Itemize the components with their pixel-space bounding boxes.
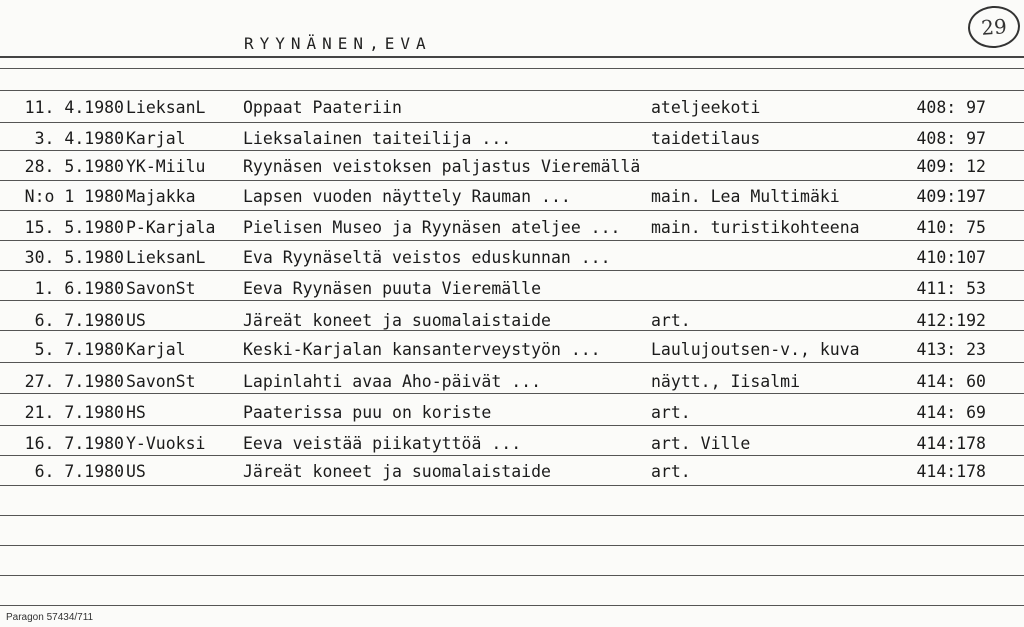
rule-line xyxy=(0,515,1024,516)
entry-source: US xyxy=(126,462,146,481)
entry-row xyxy=(0,187,1024,215)
entry-note: art. Ville xyxy=(651,434,751,453)
card-title: RYYNÄNEN,EVA xyxy=(244,34,432,53)
entry-date: 5. 7.1980 xyxy=(34,340,124,359)
entry-source: LieksanL xyxy=(126,98,206,117)
entry-ref: 410:107 xyxy=(916,248,986,267)
entry-ref: 408: 97 xyxy=(916,98,986,117)
entry-headline: Eeva Ryynäsen puuta Vieremälle xyxy=(243,279,542,298)
entry-note: main. turistikohteena xyxy=(651,218,860,237)
entry-headline: Keski-Karjalan kansanterveystyön ... xyxy=(243,340,601,359)
entry-source: Y-Vuoksi xyxy=(126,434,206,453)
entry-row xyxy=(0,462,1024,490)
entry-source: HS xyxy=(126,403,146,422)
rule-line xyxy=(0,56,1024,58)
entry-headline: Paaterissa puu on koriste xyxy=(243,403,492,422)
rule-line xyxy=(0,575,1024,576)
entry-ref: 412:192 xyxy=(916,311,986,330)
entry-date: N:o 1 1980 xyxy=(24,187,124,206)
entry-date: 15. 5.1980 xyxy=(24,218,124,237)
entry-row xyxy=(0,279,1024,307)
entry-headline: Oppaat Paateriin xyxy=(243,98,402,117)
entry-row xyxy=(0,340,1024,368)
entry-date: 6. 7.1980 xyxy=(34,311,124,330)
entry-source: Majakka xyxy=(126,187,196,206)
entry-date: 28. 5.1980 xyxy=(24,157,124,176)
entry-note: ateljeekoti xyxy=(651,98,761,117)
entry-date: 3. 4.1980 xyxy=(34,129,124,148)
entry-headline: Lieksalainen taiteilija ... xyxy=(243,129,512,148)
entry-row xyxy=(0,311,1024,339)
entry-source: SavonSt xyxy=(126,372,196,391)
entry-source: Karjal xyxy=(126,129,186,148)
entry-ref: 414: 69 xyxy=(916,403,986,422)
entry-row xyxy=(0,98,1024,126)
entry-row xyxy=(0,129,1024,157)
entry-note: art. xyxy=(651,462,691,481)
entry-headline: Pielisen Museo ja Ryynäsen ateljee ... xyxy=(243,218,621,237)
entry-row xyxy=(0,248,1024,276)
entry-row xyxy=(0,403,1024,431)
entry-ref: 408: 97 xyxy=(916,129,986,148)
entry-note: taidetilaus xyxy=(651,129,761,148)
entry-headline: Ryynäsen veistoksen paljastus Vieremällä xyxy=(243,157,641,176)
entry-ref: 411: 53 xyxy=(916,279,986,298)
entry-source: SavonSt xyxy=(126,279,196,298)
page-number: 29 xyxy=(980,14,1008,40)
entry-note: art. xyxy=(651,403,691,422)
rule-line xyxy=(0,90,1024,91)
entry-headline: Järeät koneet ja suomalaistaide xyxy=(243,462,551,481)
entry-row xyxy=(0,434,1024,462)
entry-ref: 414:178 xyxy=(916,462,986,481)
entry-date: 16. 7.1980 xyxy=(24,434,124,453)
entry-date: 11. 4.1980 xyxy=(24,98,124,117)
entry-ref: 413: 23 xyxy=(916,340,986,359)
entry-row xyxy=(0,372,1024,400)
entry-headline: Järeät koneet ja suomalaistaide xyxy=(243,311,551,330)
entry-ref: 410: 75 xyxy=(916,218,986,237)
rule-line xyxy=(0,605,1024,606)
entry-headline: Eva Ryynäseltä veistos eduskunnan ... xyxy=(243,248,611,267)
entry-source: YK-Miilu xyxy=(126,157,206,176)
entry-row xyxy=(0,218,1024,246)
entry-row xyxy=(0,157,1024,185)
entry-source: P-Karjala xyxy=(126,218,216,237)
entry-date: 30. 5.1980 xyxy=(24,248,124,267)
entry-source: US xyxy=(126,311,146,330)
entry-source: Karjal xyxy=(126,340,186,359)
entry-headline: Lapinlahti avaa Aho-päivät ... xyxy=(243,372,542,391)
card-footer: Paragon 57434/711 xyxy=(6,612,94,623)
rule-line xyxy=(0,545,1024,546)
entry-source: LieksanL xyxy=(126,248,206,267)
entry-note: art. xyxy=(651,311,691,330)
entry-ref: 414:178 xyxy=(916,434,986,453)
entry-date: 27. 7.1980 xyxy=(24,372,124,391)
entry-ref: 409: 12 xyxy=(916,157,986,176)
entry-headline: Eeva veistää piikatyttöä ... xyxy=(243,434,522,453)
entry-ref: 414: 60 xyxy=(916,372,986,391)
entry-note: main. Lea Multimäki xyxy=(651,187,840,206)
page-number-circle xyxy=(967,4,1022,50)
entry-date: 6. 7.1980 xyxy=(34,462,124,481)
entry-note: Laulujoutsen-v., kuva xyxy=(651,340,860,359)
rule-line xyxy=(0,68,1024,69)
entry-ref: 409:197 xyxy=(916,187,986,206)
entry-headline: Lapsen vuoden näyttely Rauman ... xyxy=(243,187,571,206)
entry-date: 1. 6.1980 xyxy=(34,279,124,298)
entry-date: 21. 7.1980 xyxy=(24,403,124,422)
entry-note: näytt., Iisalmi xyxy=(651,372,801,391)
